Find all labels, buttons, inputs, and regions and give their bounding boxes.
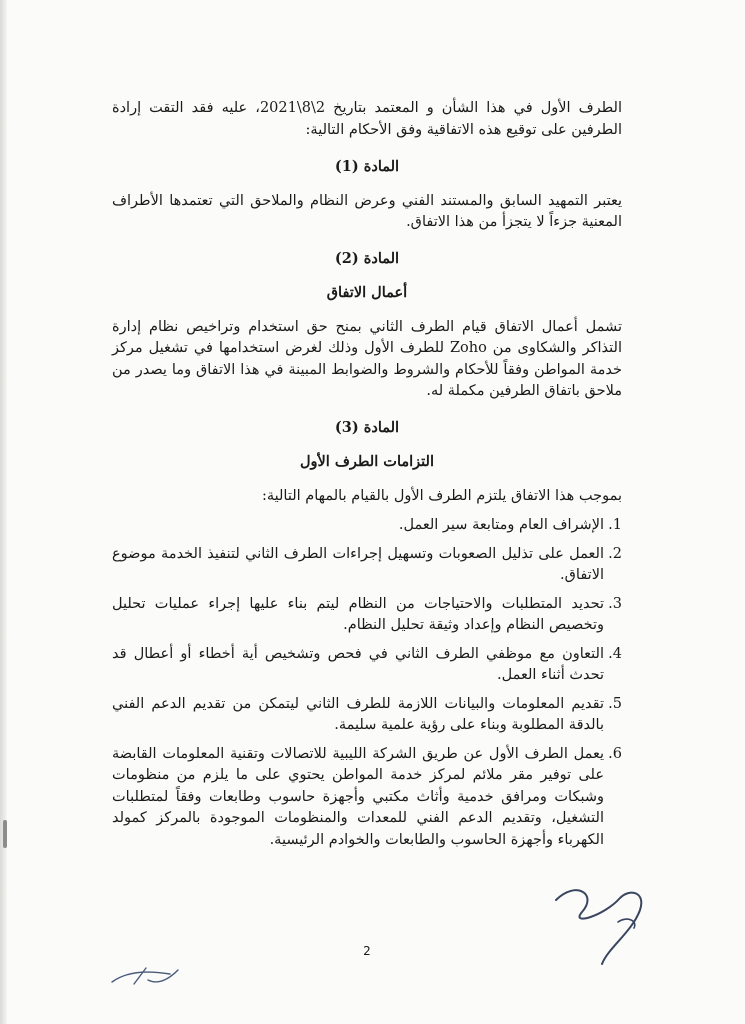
list-item-number: 1. [608, 517, 622, 533]
page-number: 2 [363, 944, 371, 958]
article-1-title: المادة (1) [334, 158, 400, 175]
article-3-title: المادة (3) [334, 418, 400, 436]
list-item [112, 694, 622, 737]
article-1-body: يعتبر التمهيد السابق والمستند الفني وعرض النظام والملاحق التي تعتمدها الأطراف المعنية جزءاً لا يتجزأ من هذا الاتفاق. [112, 192, 622, 230]
obligations-list [112, 515, 622, 851]
article-2-body: تشمل أعمال الاتفاق قيام الطرف الثاني بمنح حق استخدام وتراخيص نظام إدارة التذاكر والشكاوى من Zoho للطرف الأول وذلك لغرض استخدامها في تشغيل مركز خدمة المواطن وفقاً للأحكام والشروط والضوابط المبينة في هذا الاتفاق وما يصدر من ملاحق باتفاق الطرفين مكملة له. [112, 318, 622, 399]
article-2-title: المادة (2) [334, 249, 400, 267]
list-item [112, 644, 622, 687]
list-item-text: يعمل الطرف الأول عن طريق الشركة الليبية للاتصالات وتقنية المعلومات القابضة على توفير مقر ملائم لمركز خدمة المواطن يحتوي على ما يلزم من منظومات وشبكات ومرافق خدمية وأثاث مكتبي وأجهزة حاسوب وطابعات وفقاً لمتطلبات التشغيل، وتقديم الدعم الفني للمعدات والمنظومات الموجودة بالمركز كمولد الكهرباء وأجهزة الحاسوب والطابعات والخوادم الرئيسية. [112, 745, 604, 848]
page-edge-shadow [0, 0, 7, 1024]
intro-paragraph: الطرف الأول في هذا الشأن و المعتمد بتاريخ 2\8\2021، عليه فقد التقت إرادة الطرفين على توقيع هذه الاتفاقية وفق الأحكام التالية: [112, 100, 622, 138]
list-item-text: التعاون مع موظفي الطرف الثاني في فحص وتشخيص أية أخطاء أو أعطال قد تحدث أثناء العمل. [112, 645, 604, 683]
list-item [112, 744, 622, 852]
list-item-number: 4. [608, 645, 622, 662]
list-item-text: الإشراف العام ومتابعة سير العمل. [398, 517, 604, 533]
article-2-subtitle: أعمال الاتفاق [326, 284, 408, 301]
list-item-number: 6. [608, 745, 622, 762]
list-item-number: 5. [608, 695, 622, 712]
document-body [112, 98, 622, 858]
handwritten-signature [548, 876, 658, 966]
list-item-text: العمل على تذليل الصعوبات وتسهيل إجراءات الطرف الثاني لتنفيذ الخدمة موضوع الاتفاق. [112, 545, 604, 583]
article-3-subtitle: التزامات الطرف الأول [300, 453, 434, 470]
list-item-number: 3. [608, 595, 622, 612]
list-item-text: تحديد المتطلبات والاحتياجات من النظام ليتم بناء عليها إجراء عمليات تحليل وتخصيص النظام وإعداد وثيقة تحليل النظام. [112, 595, 604, 633]
list-item [112, 544, 622, 587]
scroll-indicator[interactable] [3, 820, 7, 848]
list-item [112, 594, 622, 637]
initials-signature [108, 962, 182, 992]
list-item-number: 2. [608, 545, 622, 562]
list-item-text: تقديم المعلومات والبيانات اللازمة للطرف الثاني ليتمكن من تقديم الدعم الفني بالدقة المطلوبة وبناء على رؤية علمية سليمة. [112, 695, 604, 733]
list-item [112, 515, 622, 537]
article-3-body: بموجب هذا الاتفاق يلتزم الطرف الأول بالقيام بالمهام التالية: [261, 487, 622, 504]
